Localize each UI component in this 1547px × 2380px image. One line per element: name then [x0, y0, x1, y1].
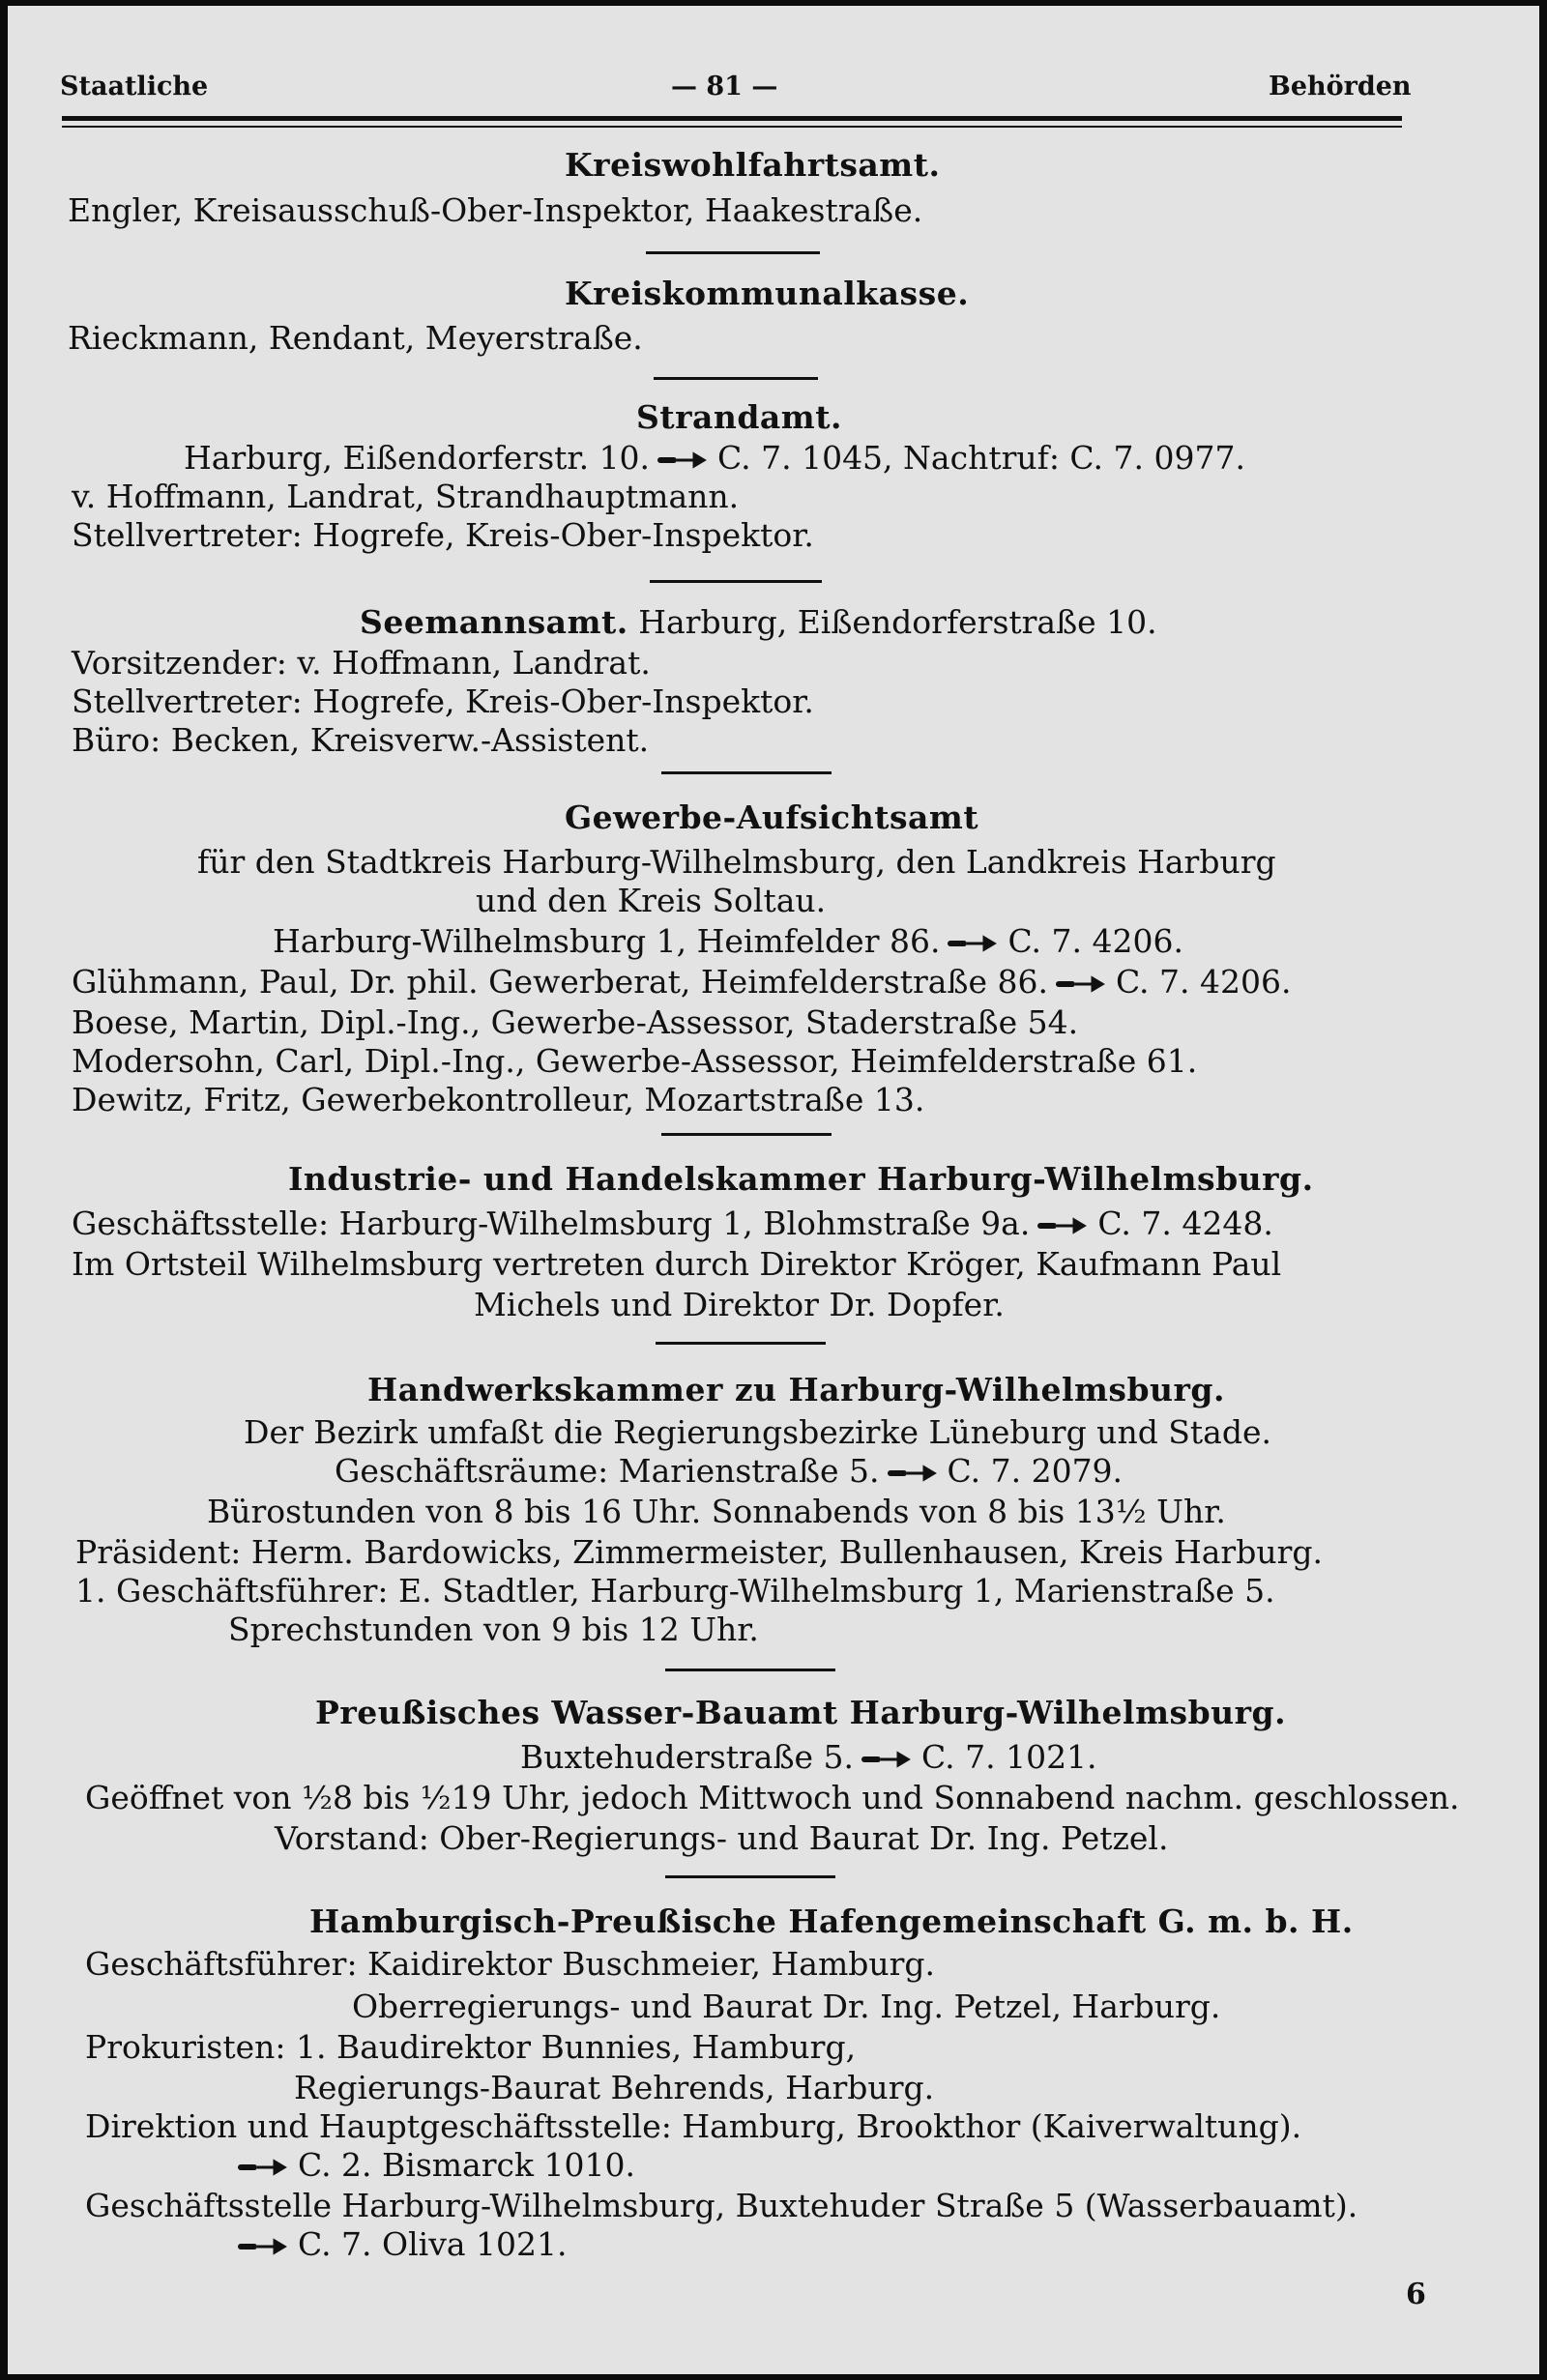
footer-mark: 6 — [1406, 2278, 1426, 2311]
phone-icon — [236, 2236, 292, 2257]
text-line: Vorsitzender: v. Hoffmann, Landrat. — [72, 644, 651, 682]
text-line: Büro: Becken, Kreisverw.-Assistent. — [72, 721, 650, 759]
header-left: Staatliche — [60, 72, 209, 102]
text-line: Engler, Kreisausschuß-Ober-Inspektor, Haakestraße. — [68, 191, 923, 229]
phone-icon — [1036, 1215, 1092, 1236]
text-line: Direktion und Hauptgeschäftsstelle: Hamburg, Brookthor (Kaiverwaltung). — [85, 2107, 1302, 2145]
text-line: v. Hoffmann, Landrat, Strandhauptmann. — [72, 478, 740, 515]
section-title: Gewerbe-Aufsichtsamt — [565, 798, 979, 836]
phone-icon — [860, 1749, 916, 1770]
text-line: Rieckmann, Rendant, Meyerstraße. — [68, 319, 643, 357]
text-line: Regierungs-Baurat Behrends, Harburg. — [294, 2069, 935, 2106]
text-line: Vorstand: Ober-Regierungs- und Baurat Dr. Ing. Petzel. — [275, 1819, 1169, 1857]
header-rule-thick — [62, 116, 1402, 121]
text-line: Modersohn, Carl, Dipl.-Ing., Gewerbe-Assessor, Heimfelderstraße 61. — [72, 1042, 1198, 1080]
section-divider — [661, 1133, 832, 1136]
text-line: Bürostunden von 8 bis 16 Uhr. Sonnabends von 8 bis 13½ Uhr. — [207, 1493, 1226, 1530]
text-line: C. 2. Bismarck 1010. — [230, 2146, 635, 2184]
section-divider — [656, 1342, 826, 1345]
header-right: Behörden — [1269, 72, 1412, 102]
text-line: Harburg, Eißendorferstr. 10. C. 7. 1045, Nachtruf: C. 7. 0977. — [184, 439, 1245, 477]
header-rule-thin — [62, 126, 1402, 128]
text-line: für den Stadtkreis Harburg-Wilhelmsburg, den Landkreis Harburg — [197, 843, 1276, 881]
phone-icon — [1054, 973, 1110, 995]
text-line: Geöffnet von ½8 bis ½19 Uhr, jedoch Mittwoch und Sonnabend nachm. geschlossen. — [85, 1779, 1460, 1816]
section-divider — [650, 580, 822, 583]
text-line: Boese, Martin, Dipl.-Ing., Gewerbe-Assessor, Staderstraße 54. — [72, 1003, 1079, 1041]
text-line: Harburg-Wilhelmsburg 1, Heimfelder 86. C. 7. 4206. — [273, 922, 1183, 960]
text-line: Prokuristen: 1. Baudirektor Bunnies, Hamburg, — [85, 2028, 857, 2066]
text-line: Dewitz, Fritz, Gewerbekontrolleur, Mozartstraße 13. — [72, 1081, 925, 1118]
text-line: Buxtehuderstraße 5. C. 7. 1021. — [520, 1738, 1097, 1776]
section-divider — [665, 1875, 835, 1878]
phone-icon — [946, 933, 1002, 954]
phone-icon — [886, 1463, 942, 1484]
section-title-line: Seemannsamt. Harburg, Eißendorferstraße 10. — [360, 603, 1157, 641]
section-title: Handwerkskammer zu Harburg-Wilhelmsburg. — [367, 1371, 1225, 1408]
section-divider — [661, 771, 832, 774]
text-line: Präsident: Herm. Bardowicks, Zimmermeister, Bullenhausen, Kreis Harburg. — [75, 1533, 1323, 1571]
section-title: Industrie- und Handelskammer Harburg-Wilhelmsburg. — [288, 1160, 1314, 1198]
text-line: Geschäftsstelle: Harburg-Wilhelmsburg 1, Blohmstraße 9a. C. 7. 4248. — [72, 1205, 1273, 1242]
section-divider — [654, 377, 818, 380]
section-title: Strandamt. — [636, 398, 842, 436]
text-line: Sprechstunden von 9 bis 12 Uhr. — [228, 1611, 759, 1648]
section-title: Kreiskommunalkasse. — [565, 275, 970, 312]
text-line: Oberregierungs- und Baurat Dr. Ing. Petzel, Harburg. — [352, 1988, 1221, 2025]
header-page-number: — 81 — — [671, 72, 778, 102]
phone-icon — [236, 2157, 292, 2178]
text-line: 1. Geschäftsführer: E. Stadtler, Harburg-Wilhelmsburg 1, Marienstraße 5. — [75, 1572, 1275, 1610]
text-line: Der Bezirk umfaßt die Regierungsbezirke Lüneburg und Stade. — [244, 1413, 1271, 1451]
text-line: Michels und Direktor Dr. Dopfer. — [474, 1286, 1005, 1323]
section-divider — [646, 251, 820, 254]
section-title: Hamburgisch-Preußische Hafengemeinschaft G. m. b. H. — [309, 1902, 1354, 1940]
section-title: Preußisches Wasser-Bauamt Harburg-Wilhelmsburg. — [315, 1694, 1287, 1731]
text-line: und den Kreis Soltau. — [476, 882, 827, 919]
text-line: Geschäftsführer: Kaidirektor Buschmeier, Hamburg. — [85, 1945, 936, 1983]
document-page — [8, 6, 1539, 2374]
section-divider — [665, 1669, 835, 1671]
section-title: Kreiswohlfahrtsamt. — [565, 146, 941, 184]
text-line: Im Ortsteil Wilhelmsburg vertreten durch Direktor Kröger, Kaufmann Paul — [72, 1245, 1282, 1283]
text-line: Geschäftsstelle Harburg-Wilhelmsburg, Buxtehuder Straße 5 (Wasserbauamt). — [85, 2187, 1358, 2224]
text-line: Stellvertreter: Hogrefe, Kreis-Ober-Inspektor. — [72, 516, 814, 554]
text-line: C. 7. Oliva 1021. — [230, 2225, 567, 2263]
phone-icon — [656, 450, 712, 471]
text-line: Stellvertreter: Hogrefe, Kreis-Ober-Inspektor. — [72, 682, 814, 720]
text-line: Geschäftsräume: Marienstraße 5. C. 7. 2079. — [335, 1452, 1124, 1490]
text-line: Glühmann, Paul, Dr. phil. Gewerberat, Heimfelderstraße 86. C. 7. 4206. — [72, 963, 1292, 1001]
